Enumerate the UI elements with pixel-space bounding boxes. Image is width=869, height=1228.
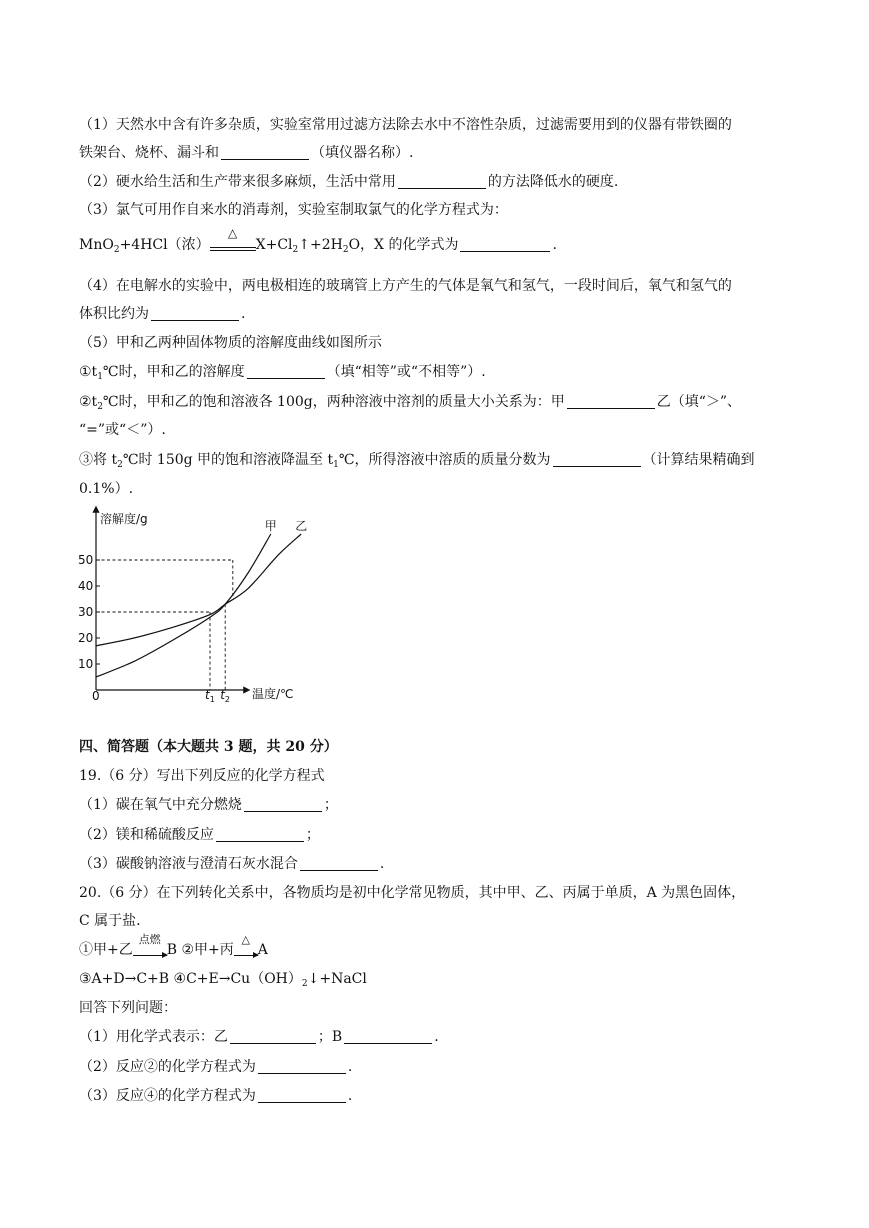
q20-c: （3）反应④的化学方程式为 . — [79, 1088, 353, 1104]
reaction-arrow-heat: △ — [234, 947, 258, 956]
curve-label-yi: 乙 — [295, 519, 308, 533]
answer-blank[interactable] — [300, 856, 378, 871]
x-axis-label: 温度/℃ — [252, 687, 294, 701]
q20-reactions-1-2: ①甲+乙 点燃 B ②甲+丙 △ A — [79, 933, 268, 958]
section-heading: 四、简答题（本大题共 3 题，共 20 分） — [79, 739, 338, 755]
answer-blank[interactable] — [344, 1029, 432, 1044]
curves — [96, 534, 301, 677]
q18-part4-line1: （4）在电解水的实验中，两电极相连的玻璃管上方产生的气体是氧气和氢气，一段时间后，氧气和氢气的 — [79, 278, 732, 294]
answer-blank[interactable] — [258, 1059, 346, 1074]
curve-label-jia: 甲 — [264, 519, 277, 533]
q19-a: （1）碳在氧气中充分燃烧 ； — [79, 797, 338, 813]
answer-blank[interactable] — [230, 1029, 316, 1044]
curve-jia — [96, 534, 271, 677]
q18-part5-c-line2: 0.1%）. — [79, 481, 134, 497]
answer-blank[interactable] — [244, 797, 322, 812]
q19-stem: 19.（6 分）写出下列反应的化学方程式 — [79, 768, 325, 784]
q18-part1-line1: （1）天然水中含有许多杂质，实验室常用过滤方法除去水中不溶性杂质，过滤需要用到的仪器有带铁圈的 — [79, 117, 732, 133]
y-axis-label: 溶解度/g — [100, 512, 148, 526]
guide-lines — [96, 560, 233, 690]
y-tick-label: 20 — [78, 631, 94, 645]
answer-blank[interactable] — [258, 1088, 346, 1103]
q20-ask: 回答下列问题： — [79, 1000, 177, 1016]
x-tick-label: $t_2$ — [220, 688, 231, 704]
answer-blank[interactable] — [151, 306, 239, 321]
q18-part5-a: $①t_1℃$时，甲和乙的溶解度 （填“相等”或“不相等”）. — [79, 364, 486, 382]
q18-part2: （2）硬水给生活和生产带来很多麻烦，生活中常用 的方法降低水的硬度. — [79, 174, 619, 190]
answer-blank[interactable] — [216, 827, 304, 842]
answer-blank[interactable] — [567, 394, 655, 409]
q18-part3-equation: MnO$_2$+4HCl（浓） △ $X+Cl_2↑+2H_2O$，X 的化学式为 . — [79, 226, 557, 255]
curve-labels — [265, 519, 307, 533]
heating-condition: △ — [210, 241, 256, 251]
x-tick-label: $t_1$ — [205, 688, 215, 704]
q18-part5-b: $②t_2℃$时，甲和乙的饱和溶液各 100g，两种溶液中溶剂的质量大小关系为：甲 乙（填“＞”、 — [79, 394, 742, 412]
q20-reactions-3-4: ③A+D→C+B $④C+E\to Cu(OH)_2↓+NaCl$ — [79, 971, 367, 989]
answer-blank[interactable] — [247, 364, 325, 379]
answer-blank[interactable] — [398, 174, 486, 189]
q18-part1-line2: 铁架台、烧杯、漏斗和 （填仪器名称）. — [79, 145, 414, 161]
q20-stem-line2: C 属于盐. — [79, 913, 141, 929]
q18-part5-c: ③将 $t_2℃$时 150g 甲的饱和溶液降温至 $t_1℃$，所得溶液中溶质的质量分数为 （计算结果精确到 — [79, 452, 755, 470]
answer-blank[interactable] — [221, 145, 309, 160]
q20-a: （1）用化学式表示：乙 ；B . — [79, 1029, 439, 1045]
answer-blank[interactable] — [460, 237, 550, 252]
q20-stem-line1: 20.（6 分）在下列转化关系中，各物质均是初中化学常见物质，其中甲、乙、丙属于单质，A 为黑色固体， — [79, 885, 746, 901]
curve-yi — [96, 534, 301, 646]
y-tick-label: 10 — [78, 657, 94, 671]
q19-b: （2）镁和稀硫酸反应 ； — [79, 827, 320, 843]
q19-c: （3）碳酸钠溶液与澄清石灰水混合 . — [79, 856, 385, 872]
reaction-arrow-ignite: 点燃 — [133, 947, 167, 956]
q18-part5: （5）甲和乙两种固体物质的溶解度曲线如图所示 — [79, 335, 382, 351]
y-tick-label: 30 — [78, 605, 94, 619]
q18-part4-line2: 体积比约为 . — [79, 306, 246, 322]
origin-label: 0 — [92, 689, 100, 703]
q18-part3-line1: （3）氯气可用作自来水的消毒剂，实验室制取氯气的化学方程式为： — [79, 202, 508, 218]
y-tick-label: 40 — [78, 579, 94, 593]
solubility-chart — [76, 500, 316, 706]
y-tick-label: 50 — [78, 553, 94, 567]
answer-blank[interactable] — [553, 452, 641, 467]
q18-part5-b-line2: “=”或“＜”）. — [79, 422, 166, 438]
q20-b: （2）反应②的化学方程式为 . — [79, 1059, 353, 1075]
